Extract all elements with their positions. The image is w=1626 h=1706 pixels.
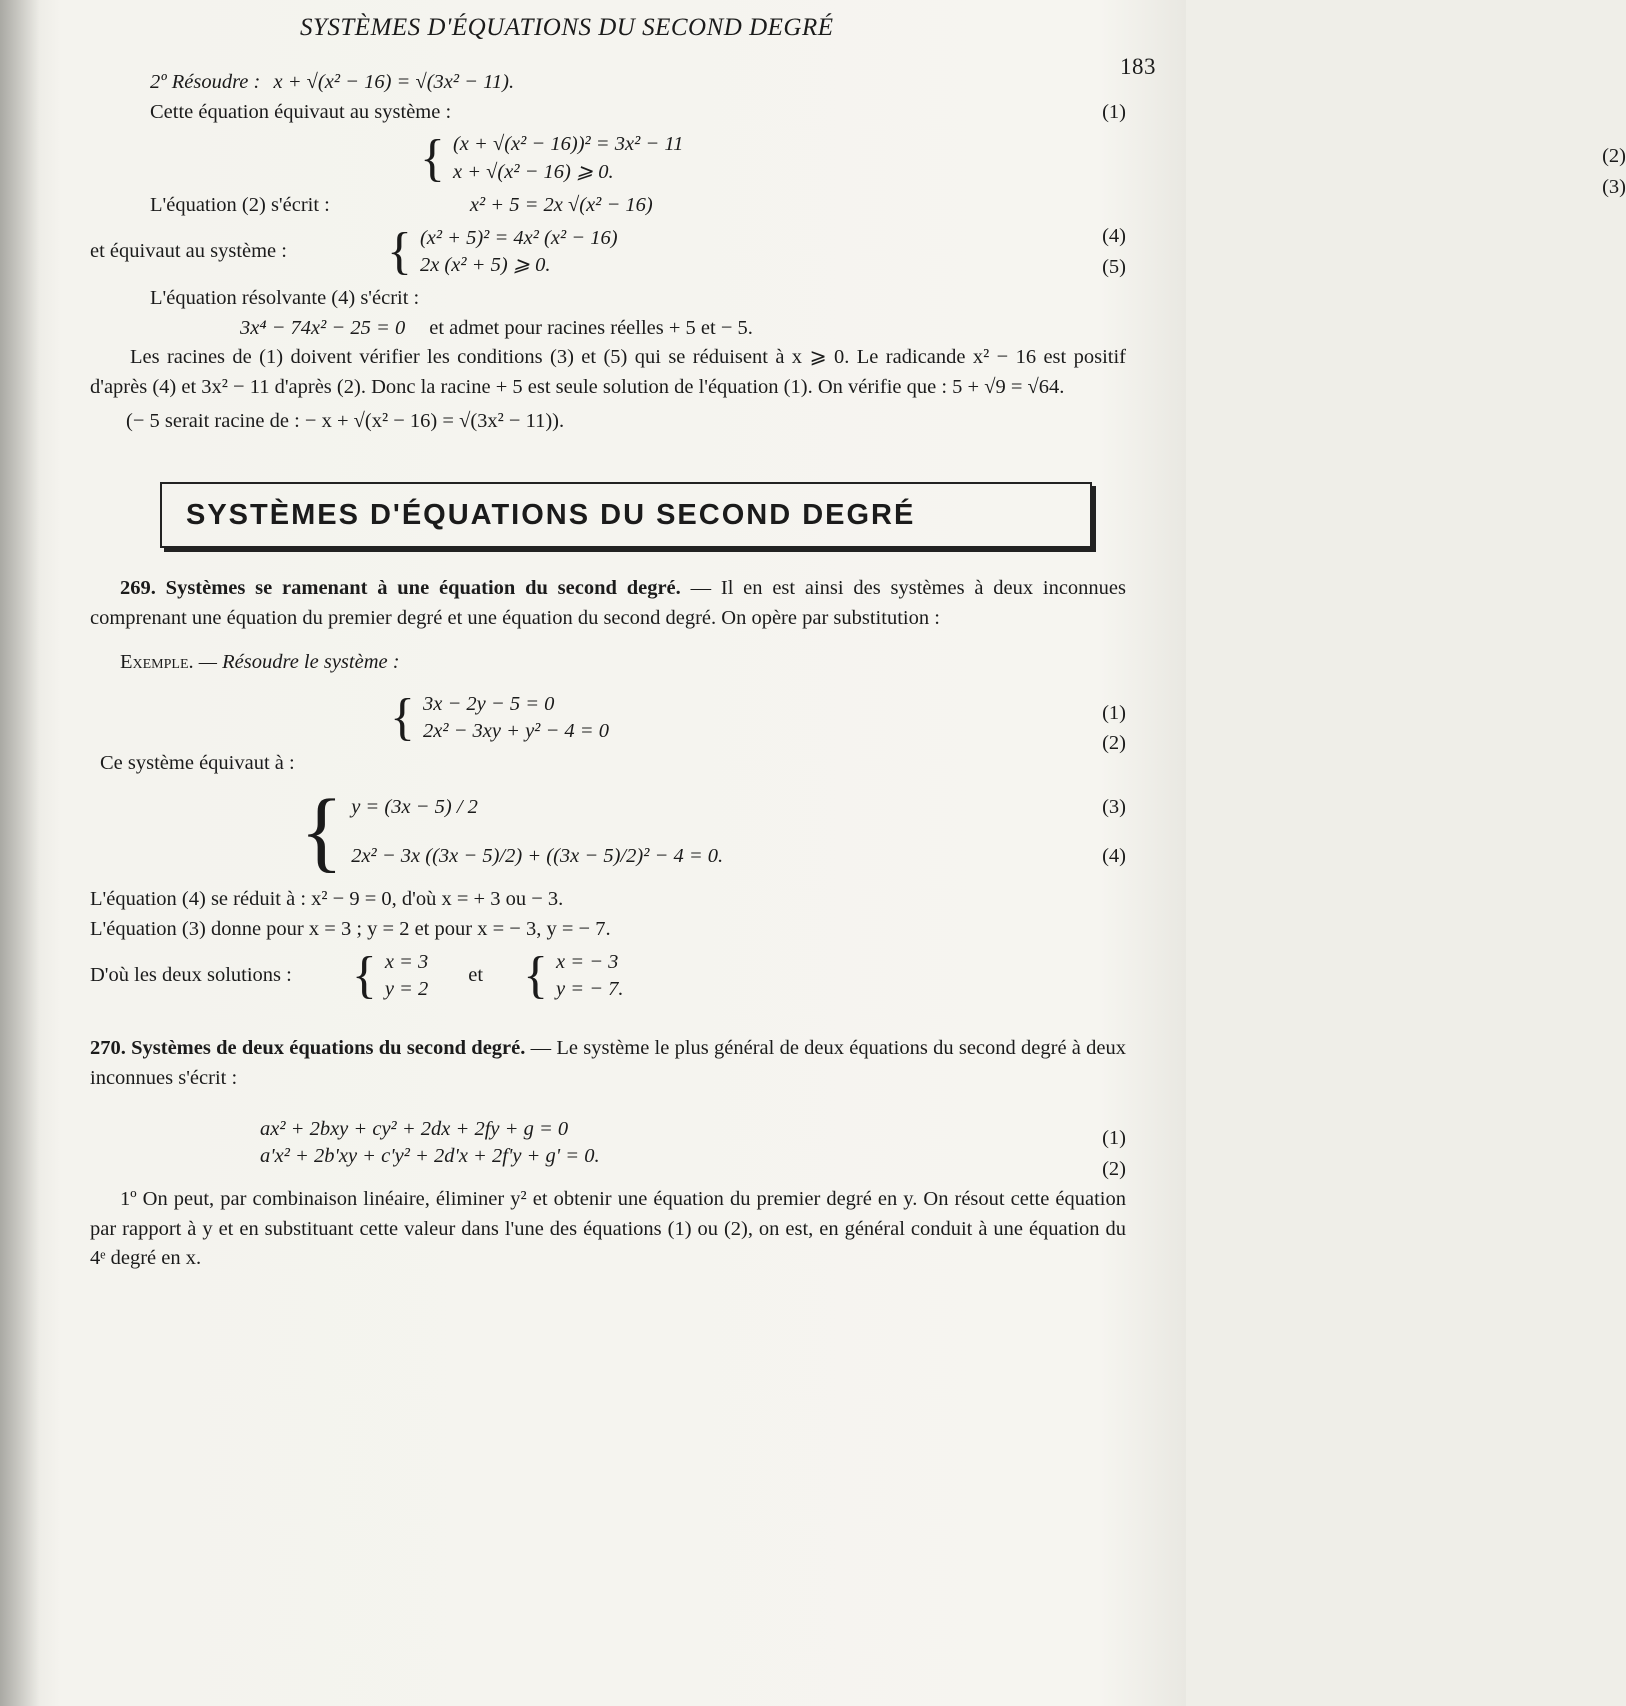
s270-eqs xyxy=(260,1116,600,1171)
system-line: y = 2 xyxy=(384,978,429,1001)
et-word: et xyxy=(468,964,484,987)
page-header xyxy=(300,14,1156,79)
s269-reduce: L'équation (4) se réduit à : x² − 9 = 0, d'où x = + 3 ou − 3. xyxy=(90,888,564,911)
system-line: 2x² − 3x ((3x − 5)/2) + ((3x − 5)/2)² − 4 = 0. xyxy=(351,845,724,868)
s269-system xyxy=(390,691,609,746)
equiv-row xyxy=(90,221,1126,284)
eq-number: (1) xyxy=(1102,701,1126,724)
section-box: SYSTÈMES D'ÉQUATIONS DU SECOND DEGRÉ xyxy=(160,482,1092,548)
part2-heading xyxy=(90,68,1126,98)
system-lines xyxy=(385,949,428,1004)
part2-sentence xyxy=(90,98,1126,128)
running-title: SYSTÈMES D'ÉQUATIONS DU SECOND DEGRÉ xyxy=(300,14,834,41)
system-lines xyxy=(420,225,618,280)
part2-sentence-text: Cette équation équivaut au système : xyxy=(150,100,452,123)
l2-row xyxy=(90,191,1126,221)
system-lines xyxy=(453,131,683,186)
eq-number: (5) xyxy=(1102,256,1126,279)
s269-system-row xyxy=(90,678,1126,760)
eq-number: (1) xyxy=(1102,100,1126,123)
s269-system2-row xyxy=(90,779,1126,885)
s270-eqs-row xyxy=(90,1093,1126,1185)
equiv-label: et équivaut au système : xyxy=(90,240,287,263)
s269-example xyxy=(90,648,1126,678)
eq-number: (2) xyxy=(1102,1158,1126,1181)
system-line: x = − 3 xyxy=(556,950,619,973)
brace: { xyxy=(523,947,549,1005)
brace: { xyxy=(420,130,445,188)
eq-number: (4) xyxy=(1102,225,1126,248)
page-number: 183 xyxy=(1120,54,1156,79)
part2-paragraph: Les racines de (1) doivent vérifier les conditions (3) et (5) qui se réduisent à x ⩾ 0. Le radicande x² − 16 est positif d'après (4) et 3x² − 11 d'après (2). Donc la racine + 5 est seule solution de l'équation (1). On vérifie que : 5 + √9 = √64. xyxy=(90,346,1126,398)
system-numbers xyxy=(1102,1093,1126,1185)
system-line: x + √(x² − 16) ⩾ 0. xyxy=(452,161,614,184)
system-line: y = (3x − 5) / 2 xyxy=(351,795,478,818)
system-line: 3x − 2y − 5 = 0 xyxy=(422,692,555,715)
system-lines xyxy=(423,691,609,746)
brace: { xyxy=(351,947,377,1005)
resolvante-label: L'équation résolvante (4) s'écrit : xyxy=(150,286,420,309)
eq-number: (2) xyxy=(1602,145,1626,168)
part2-main-equation: x + √(x² − 16) = √(3x² − 11). xyxy=(273,71,515,93)
system-numbers xyxy=(1102,221,1126,283)
system-lines xyxy=(351,783,723,881)
eq-number: (4) xyxy=(1102,845,1126,868)
s269-title: 269. Systèmes se ramenant à une équation du second degré. xyxy=(120,577,681,600)
s269-paragraph xyxy=(90,574,1126,633)
brace: { xyxy=(300,782,344,882)
l2-label: L'équation (2) s'écrit : xyxy=(150,193,330,216)
s269-system2 xyxy=(300,783,723,881)
example-label: Exemple. xyxy=(120,650,194,673)
s270-text: — Le système le plus général de deux équations du second degré à deux inconnues s'écrit : xyxy=(90,1037,1126,1089)
eq-number: (1) xyxy=(1102,1127,1126,1150)
s269-gives: L'équation (3) donne pour x = 3 ; y = 2 et pour x = − 3, y = − 7. xyxy=(90,917,611,940)
system-numbers xyxy=(1602,141,1626,203)
system-line: 2x (x² + 5) ⩾ 0. xyxy=(419,254,551,277)
solution-1 xyxy=(352,949,428,1004)
resolvante-row xyxy=(90,314,1126,344)
s270-paragraph xyxy=(90,1034,1126,1093)
system-numbers xyxy=(1102,678,1126,760)
eq-number: (3) xyxy=(1102,795,1126,818)
brace: { xyxy=(386,223,412,281)
eq-number: (3) xyxy=(1602,176,1626,199)
system-line: 2x² − 3xy + y² − 4 = 0 xyxy=(422,720,609,743)
system-numbers xyxy=(1102,783,1126,881)
solution-2 xyxy=(523,949,624,1004)
l2-equation: x² + 5 = 2x √(x² − 16) xyxy=(469,193,653,216)
solutions-label: D'où les deux solutions : xyxy=(90,964,292,987)
system-line: x = 3 xyxy=(384,950,429,973)
s270-title: 270. Systèmes de deux équations du second degré. xyxy=(90,1037,526,1060)
resolvante-tail: et admet pour racines réelles + 5 et − 5. xyxy=(429,316,753,339)
system-line: (x² + 5)² = 4x² (x² − 16) xyxy=(419,226,618,249)
system-a xyxy=(420,130,1626,199)
eq-number: (2) xyxy=(1102,732,1126,755)
resolvante-equation: 3x⁴ − 74x² − 25 = 0 xyxy=(240,316,406,339)
system-line: ax² + 2bxy + cy² + 2dx + 2fy + g = 0 xyxy=(260,1117,569,1140)
brace: { xyxy=(390,689,415,747)
s269-solutions xyxy=(90,945,1126,1008)
s269-text: — Il en est ainsi des systèmes à deux inconnues comprenant une équation du premier degré et une équation du second degré. On opère par substitution : xyxy=(90,577,1126,630)
system-line: (x + √(x² − 16))² = 3x² − 11 xyxy=(452,133,684,156)
system-line: a'x² + 2b'xy + c'y² + 2d'x + 2f'y + g' = 0. xyxy=(260,1145,600,1168)
part2-remark: (− 5 serait racine de : − x + √(x² − 16) = √(3x² − 11)). xyxy=(126,409,565,432)
system-lines xyxy=(556,949,624,1004)
example-text: — Résoudre le système : xyxy=(198,650,400,673)
s270-last-paragraph: 1º On peut, par combinaison linéaire, éliminer y² et obtenir une équation du premier degré en y. On résout cette équation par rapport à y et en substituant cette valeur dans l'une des équations (1) ou (2), on est, en général conduit à une équation du 4ᵉ degré en x. xyxy=(90,1187,1126,1270)
s269-equiv: Ce système équivaut à : xyxy=(100,752,295,775)
system-line: y = − 7. xyxy=(556,978,624,1001)
part2-label: 2º Résoudre : xyxy=(150,71,261,93)
system-b xyxy=(387,225,618,280)
